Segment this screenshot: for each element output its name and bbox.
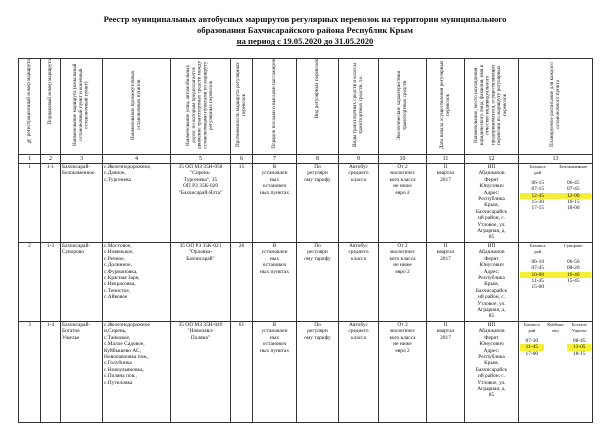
header-cell: Наименование маршрута (начальный остановочный пункт и конечный остановочный пункт) [61,59,103,155]
departure-time: 16-15 [566,198,580,205]
schedule-stop-a: Бахчиса рай [524,322,540,334]
route-order: 1-4 [41,322,61,423]
departure-time: 15-00 [531,284,545,291]
header-cell: № регистрационный номер маршрута [19,59,41,155]
route-length: 26 [231,243,253,322]
route-name: Бахчисарай- Суворово [61,243,103,322]
route-length: 15 [231,164,253,243]
departure-time: 17-00 [525,350,539,357]
departure-time: 18-00 [566,205,580,212]
departure-time: 11-45 [520,344,544,350]
schedule-col-a [520,322,544,422]
title-period: на период с 19.05.2020 до 31.05.2020 [236,36,374,47]
boarding-order: В установлен ных остановоч ных пунктах [253,243,297,322]
schedule-cell [519,243,593,322]
vehicle-class: Автобус среднего класса [339,164,379,243]
schedule-col-b [556,243,592,321]
departure-time: 10-00 [520,272,556,278]
schedule-col-b [567,322,591,422]
column-number: 9 [339,155,379,164]
start-date: II квартал 2017 [427,164,465,243]
schedule-stop-a: Бахчиса рай [529,243,546,255]
route-order: 1-3 [41,243,61,322]
column-number: 6 [231,155,253,164]
departure-time: 17-15 [531,205,545,212]
route-name: Бахчисарай- Богатое Ущелье [61,322,103,423]
table-row [19,243,593,322]
header-cell: Вид регулярных перевозок [297,59,339,155]
schedule-col-a [520,164,556,242]
departure-time: 07-30 [525,338,539,344]
boarding-order: В установлен ных остановоч ных пунктах [253,164,297,243]
schedule-col-a [520,243,556,321]
schedule-stop-b: Богатое Ущелье [571,322,587,334]
column-number: 13 [519,155,593,164]
carrier-info: ИП Абдижапов Ферит Юнусович Адрес: Республика Крым, Бахчисарайск ий район, с. Утловое, ул. Аграрная, д. 85 [465,164,519,243]
departure-time: 06-50 [566,259,580,265]
schedule-stop-mid: Куйбыш ево [547,322,564,334]
row-number: 1 [19,164,41,243]
schedule-stop-a: Бахчиса рай [529,164,546,176]
title-line-2: образования Бахчисарайского района Республик Крым [196,25,414,36]
header-cell: Наименование улиц, автомобильных дорог, по которым предполагается движение транспортных средств между остановочными пунктами по маршруту регулярных перевозок [171,59,231,155]
header-row [19,59,593,155]
route-streets: 35 ОП МЗ 35Н-058 "Сирень- Тургенева", 35 ОП РЗ 35К-020 "Бахчисарай-Ялта" [171,164,231,243]
boarding-order: В установлен ных остановоч ных пунктах [253,322,297,423]
route-length: 61 [231,322,253,423]
departure-time: 07-45 [566,186,580,193]
transport-kind: По регулярн ому тарифу [297,322,339,423]
column-number: 10 [379,155,427,164]
vehicle-class: Автобус среднего класса [339,322,379,423]
departure-time: 15-45 [566,277,580,284]
schedule-stop-b: Суворово [563,243,583,248]
header-cell: Наименование промежуточных остановочных пунктов [103,59,171,155]
header-cell: Экологические характеристики транспортных средств [379,59,427,155]
schedule-cell [519,164,593,243]
eco-class: От 2 экологичес кого класса не ниже евро 2 [379,243,427,322]
schedule-cell [519,322,593,423]
header-cell: Порядковый номер маршрута [41,59,61,155]
title-line-1: Реестр муниципальных автобусных маршрутов регулярных перевозок на территории муниципального [103,14,507,24]
route-stops: с.Железнодорожное н,Сирень, с.Танковое, с.Малое Садовое, Куйбышево АС, Новопавловка пов., с.Голубинка с.Новоульяновка, с.Поляна пов., с.Путиловка [103,322,171,423]
vehicle-class: Автобус среднего класса [339,243,379,322]
schedule-stop-b: Белокаменное [559,164,588,169]
header-cell: Дата начала осуществления регулярных перевозок [427,59,465,155]
row-number: 3 [19,322,41,423]
column-number: 5 [171,155,231,164]
column-number: 2 [41,155,61,164]
departure-time: 13-05 [567,344,591,350]
departure-time: 06-15 [531,180,545,186]
column-number: 1 [19,155,41,164]
row-number: 2 [19,243,41,322]
schedule-col-mid [544,322,568,422]
departure-time: 06-10 [531,259,545,265]
departure-time: 18-15 [572,350,586,357]
schedule-col-b [556,164,592,242]
departure-time: 12-45 [520,193,556,199]
route-stops: с.Мостовое, с.Новенькое, с.Речное, с.Долинное, с.Фурмановка, с.Красная Заря, с.Некрасовка, с.Тенистое, с.Айвовое [103,243,171,322]
departure-time: 07-45 [531,265,545,272]
column-number: 12 [465,155,519,164]
header-cell: Виды транспортных средств и классы транспортных средств, т.е. [339,59,379,155]
transport-kind: По регулярн ому тарифу [297,164,339,243]
carrier-info: ИП Абдижапов Ферит Юнусович Адрес: Республика Крым, Бахчисарайск ий район, с. Утловое, ул. Аграрная, д. 85 [465,243,519,322]
eco-class: От 2 экологичес кого класса не ниже евро 2 [379,322,427,423]
header-cell: Наименование, место нахождения юридического лица, фамилия, имя и отчество индивидуального предпринимателя, осуществляющих перевозки по маршруту регулярных перевозок [465,59,519,155]
route-streets: 35 ОП РЗ 35К-021 "Орловка- Бахчисарай" [171,243,231,322]
start-date: II квартал 2017 [427,322,465,423]
table-row [19,164,593,243]
start-date: II квартал 2017 [427,243,465,322]
route-streets: 35 ОП МЗ 35Н-049 "Новопавл- Поляна" [171,322,231,423]
route-stops: с.Железнодорожное, с.Дачное, с.Тургенева [103,164,171,243]
departure-time: 08-45 [572,338,586,344]
route-order: 1-1 [41,164,61,243]
column-number: 4 [103,155,171,164]
header-cell: Протяженность маршрута регулярных перевозок [231,59,253,155]
departure-time: 06-45 [566,180,580,186]
column-number: 7 [253,155,297,164]
eco-class: От 2 экологичес кого класса не ниже евро 2 [379,164,427,243]
header-cell: Планируемое расписание для каждого остановочного пункта [519,59,593,155]
departure-time: 10-40 [556,272,592,278]
column-number: 11 [427,155,465,164]
column-number: 8 [297,155,339,164]
departure-time: 08-20 [566,265,580,272]
departure-time: 11-45 [531,277,544,284]
table-row [19,322,593,423]
departure-time: 07-15 [531,186,545,193]
document-title [60,14,550,48]
route-name: Бахчисарай- Белокаменное [61,164,103,243]
column-number-row [19,155,593,164]
carrier-info: ИП Абдижапов Ферит Юнусович Адрес: Республика Крым, Бахчисарайск ий район, с. Утловое, ул. Аграрная, д. 85 [465,322,519,423]
routes-table [18,58,593,423]
departure-time: 12-00 [556,193,592,199]
column-number: 3 [61,155,103,164]
header-cell: Порядок посадки и высадки пассажиров [253,59,297,155]
transport-kind: По регулярн ому тарифу [297,243,339,322]
departure-time: 15-30 [531,198,545,205]
